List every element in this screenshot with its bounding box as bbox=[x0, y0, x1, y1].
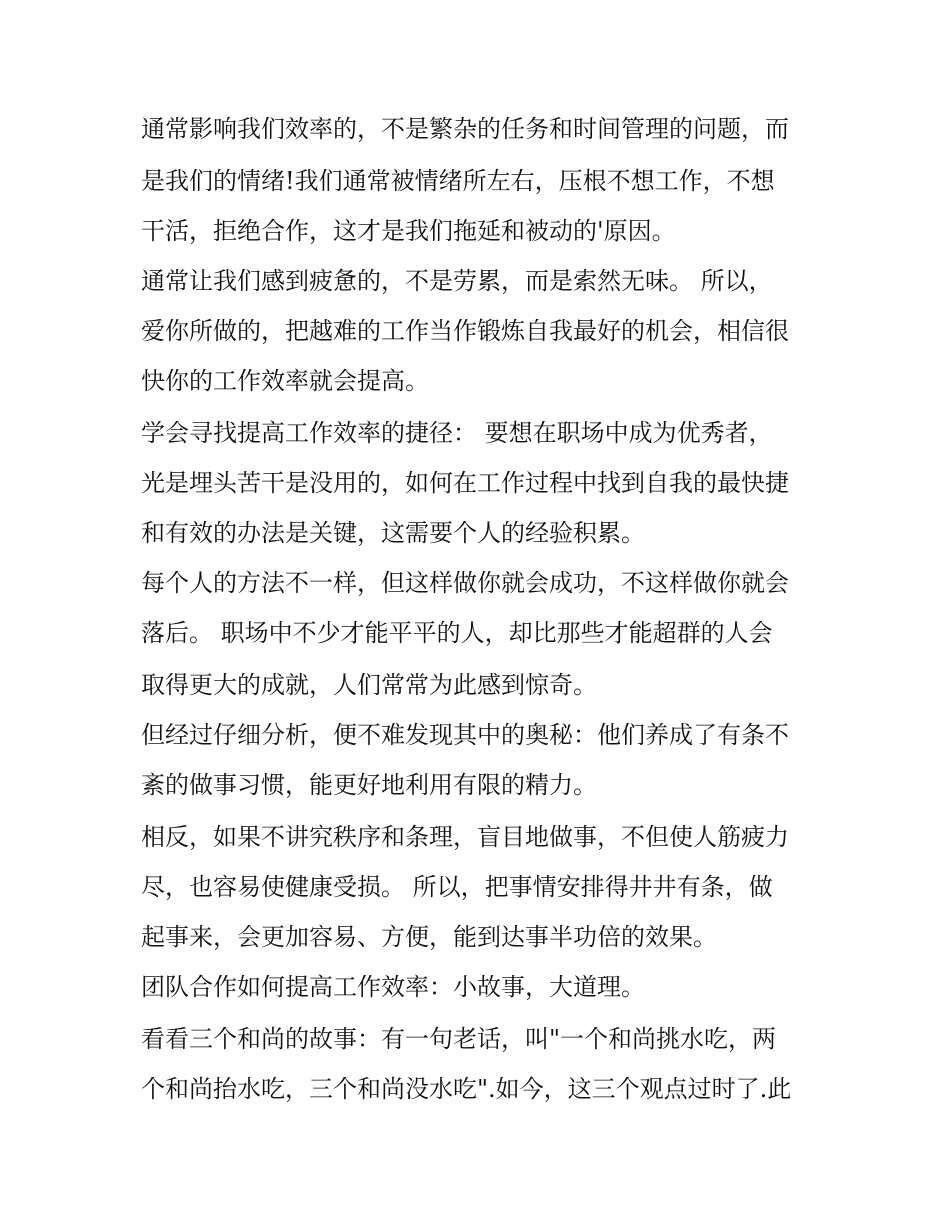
text-line: 尽，也容易使健康受损。 所以，把事情安排得井井有条，做 bbox=[141, 873, 773, 901]
text-line: 取得更大的成就，人们常常为此感到惊奇。 bbox=[141, 671, 597, 699]
text-line: 爱你所做的，把越难的工作当作锻炼自我最好的机会，相信很 bbox=[141, 317, 789, 345]
text-line: 学会寻找提高工作效率的捷径： 要想在职场中成为优秀者， bbox=[141, 419, 773, 447]
text-line: 个和尚抬水吃，三个和尚没水吃".如今，这三个观点过时了.此 bbox=[141, 1075, 792, 1103]
text-line: 和有效的办法是关键，这需要个人的经验积累。 bbox=[141, 519, 645, 547]
text-line: 每个人的方法不一样，但这样做你就会成功，不这样做你就会 bbox=[141, 569, 789, 597]
text-line: 落后。 职场中不少才能平平的人，却比那些才能超群的人会 bbox=[141, 619, 773, 647]
text-line: 看看三个和尚的故事：有一句老话，叫"一个和尚挑水吃，两 bbox=[141, 1025, 777, 1053]
text-line: 紊的做事习惯，能更好地利用有限的精力。 bbox=[141, 771, 597, 799]
text-line: 快你的工作效率就会提高。 bbox=[141, 367, 429, 395]
text-line: 起事来，会更加容易、方便，能到达事半功倍的效果。 bbox=[141, 923, 717, 951]
text-line: 相反，如果不讲究秩序和条理，盲目地做事，不但使人筋疲力 bbox=[141, 823, 789, 851]
text-line: 通常影响我们效率的，不是繁杂的任务和时间管理的问题，而 bbox=[141, 115, 789, 143]
text-line: 但经过仔细分析，便不难发现其中的奥秘：他们养成了有条不 bbox=[141, 721, 789, 749]
text-line: 团队合作如何提高工作效率：小故事，大道理。 bbox=[141, 973, 645, 1001]
text-line: 干活，拒绝合作，这才是我们拖延和被动的'原因。 bbox=[141, 217, 676, 245]
text-line: 光是埋头苦干是没用的，如何在工作过程中找到自我的最快捷 bbox=[141, 469, 789, 497]
text-line: 通常让我们感到疲惫的，不是劳累，而是索然无味。 所以， bbox=[141, 267, 773, 295]
text-line: 是我们的情绪!我们通常被情绪所左右，压根不想工作，不想 bbox=[141, 167, 775, 195]
